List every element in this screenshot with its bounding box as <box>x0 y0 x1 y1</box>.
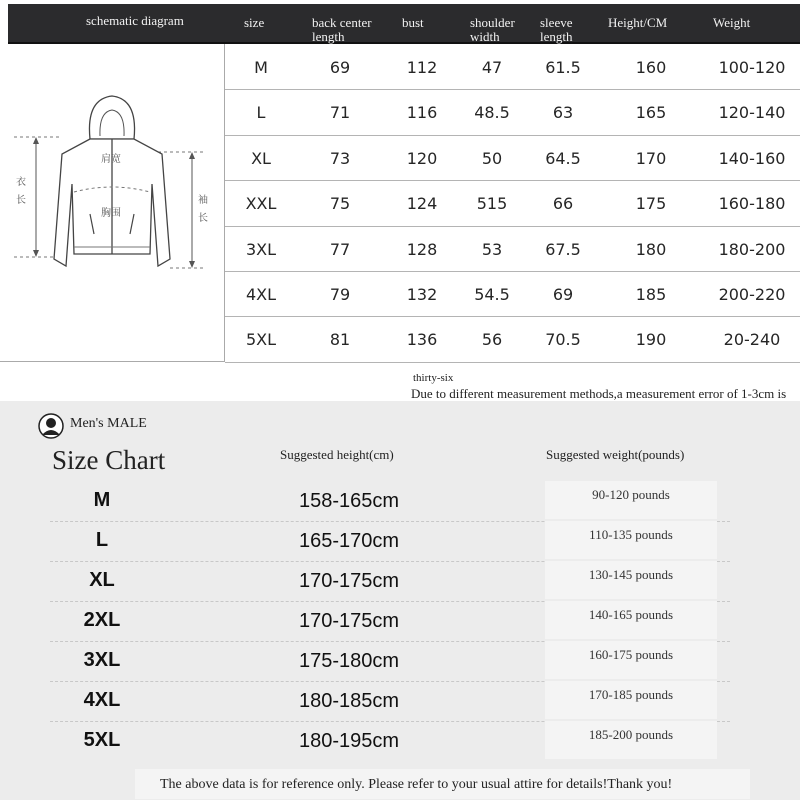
table-row <box>225 44 800 90</box>
header-back-center-length: back center length <box>312 15 372 44</box>
suggested-weight: 90-120 pounds <box>592 487 670 502</box>
label-sleeve-cn: 袖长 <box>198 195 208 224</box>
cell-shoulder-width: 515 <box>476 194 508 214</box>
measurement-table-header <box>8 4 800 44</box>
suggested-height-header: Suggested height(cm) <box>280 447 394 462</box>
cell-height: 160 <box>635 58 667 77</box>
cell-sleeve-length: 69 <box>552 285 574 304</box>
suggested-height: 170-175cm <box>298 610 400 632</box>
table-row <box>225 316 800 362</box>
cell-back-center-length: 81 <box>329 330 351 350</box>
suggested-weight: 130-145 pounds <box>588 567 674 582</box>
size-label: 3XL <box>83 649 121 671</box>
cell-weight: 120-140 <box>718 103 786 123</box>
suggested-height: 175-180cm <box>298 650 400 672</box>
cell-height: 175 <box>635 194 667 214</box>
table-row <box>225 89 800 135</box>
table-row <box>225 271 800 317</box>
list-item <box>50 521 730 562</box>
suggested-weight: 185-200 pounds <box>588 727 674 742</box>
cell-weight: 100-120 <box>718 58 786 77</box>
size-chart-title: Size Chart <box>52 445 166 475</box>
cell-bust: 128 <box>406 239 438 259</box>
list-item <box>50 681 730 722</box>
gender-label: Men's MALE <box>70 416 147 431</box>
header-size: size <box>244 15 265 30</box>
cell-bust: 116 <box>406 103 438 123</box>
cell-sleeve-length: 61.5 <box>545 58 581 77</box>
cell-height: 170 <box>635 148 667 168</box>
cell-height: 165 <box>635 103 667 123</box>
cell-weight: 140-160 <box>718 148 786 168</box>
cell-back-center-length: 71 <box>329 103 351 123</box>
suggested-weight: 140-165 pounds <box>588 607 674 622</box>
table-row <box>225 226 800 272</box>
label-shoulder-cn: 肩宽 <box>101 154 121 165</box>
cell-size: L <box>256 103 266 123</box>
cell-height: 185 <box>635 285 667 304</box>
cell-shoulder-width: 50 <box>481 148 503 168</box>
cell-sleeve-length: 70.5 <box>545 330 581 350</box>
header-height-cm: Height/CM <box>608 15 668 30</box>
list-item <box>50 721 730 761</box>
cell-back-center-length: 77 <box>329 239 351 259</box>
cell-shoulder-width: 56 <box>481 330 503 350</box>
weight-box <box>545 481 717 519</box>
cell-shoulder-width: 48.5 <box>474 103 510 123</box>
size-chart-panel <box>0 401 800 800</box>
cell-size: 3XL <box>245 239 277 259</box>
cell-sleeve-length: 63 <box>552 103 574 123</box>
size-label: M <box>93 489 111 511</box>
suggested-height: 180-185cm <box>298 690 400 712</box>
cell-back-center-length: 73 <box>329 148 351 168</box>
measurement-table-body <box>225 44 800 362</box>
measurement-error-note: Due to different measurement methods,a measurement error of 1-3cm is <box>411 386 787 401</box>
label-chest-cn: 胸围 <box>101 208 121 219</box>
size-label: XL <box>89 569 115 591</box>
size-label: 2XL <box>83 609 121 631</box>
suggested-height: 180-195cm <box>298 730 400 752</box>
user-silhouette-icon <box>38 413 64 439</box>
suggested-weight-header: Suggested weight(pounds) <box>546 447 685 462</box>
cell-size: M <box>254 58 268 77</box>
cell-weight: 160-180 <box>718 194 786 214</box>
cell-height: 180 <box>635 239 667 259</box>
cell-shoulder-width: 54.5 <box>474 285 510 304</box>
list-item <box>50 481 730 522</box>
suggested-height: 165-170cm <box>298 530 400 552</box>
cell-back-center-length: 79 <box>329 285 351 304</box>
cell-shoulder-width: 47 <box>481 58 503 77</box>
weight-box <box>545 561 717 599</box>
cell-back-center-length: 75 <box>329 194 351 214</box>
header-weight: Weight <box>713 15 751 30</box>
size-label: 5XL <box>83 729 121 751</box>
list-item <box>50 601 730 642</box>
suggested-weight: 170-185 pounds <box>588 687 674 702</box>
cell-weight: 180-200 <box>718 239 786 259</box>
cell-bust: 132 <box>406 285 438 304</box>
cell-sleeve-length: 67.5 <box>545 239 581 259</box>
suggested-weight: 110-135 pounds <box>589 527 673 542</box>
cell-back-center-length: 69 <box>329 58 351 77</box>
weight-box <box>545 721 717 759</box>
suggested-height: 158-165cm <box>298 490 400 512</box>
table-row <box>225 180 800 226</box>
size-label: L <box>95 529 109 551</box>
cell-sleeve-length: 64.5 <box>545 148 581 168</box>
reference-note: The above data is for reference only. Please refer to your usual attire for details!Thank you! <box>160 777 673 792</box>
note-thirty-six: thirty-six <box>413 372 454 384</box>
cell-bust: 120 <box>406 148 438 168</box>
jacket-schematic-diagram <box>0 44 225 362</box>
cell-bust: 136 <box>406 330 438 350</box>
suggested-weight: 160-175 pounds <box>588 647 674 662</box>
weight-box <box>545 641 717 679</box>
list-item <box>50 561 730 602</box>
label-length-cn: 衣长 <box>16 177 26 206</box>
reference-note-box <box>135 769 750 799</box>
cell-size: 5XL <box>245 330 277 350</box>
weight-box <box>545 681 717 719</box>
size-label: 4XL <box>83 689 121 711</box>
cell-size: 4XL <box>245 285 277 304</box>
cell-shoulder-width: 53 <box>481 239 503 259</box>
table-row <box>225 135 800 181</box>
suggested-height: 170-175cm <box>298 570 400 592</box>
header-schematic-diagram: schematic diagram <box>86 13 184 28</box>
weight-box <box>545 521 717 559</box>
cell-weight: 200-220 <box>718 285 786 304</box>
hooded-jacket-illustration <box>0 44 224 361</box>
cell-size: XXL <box>245 194 277 214</box>
cell-bust: 124 <box>406 194 438 214</box>
weight-box <box>545 601 717 639</box>
list-item <box>50 641 730 682</box>
header-shoulder-width: shoulder width <box>470 15 515 44</box>
cell-sleeve-length: 66 <box>552 194 574 214</box>
cell-bust: 112 <box>406 58 438 77</box>
header-sleeve-length: sleeve length <box>540 15 573 44</box>
header-bust: bust <box>402 15 424 30</box>
cell-height: 190 <box>635 330 667 350</box>
cell-weight: 20-240 <box>723 330 781 350</box>
cell-size: XL <box>251 148 271 168</box>
